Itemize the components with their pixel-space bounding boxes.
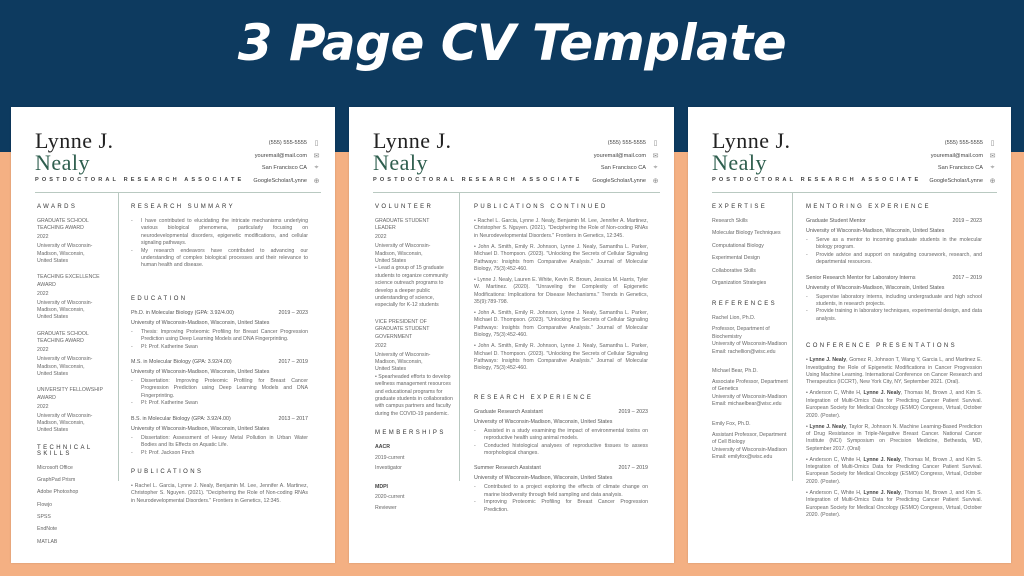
entry-bullet: - Dissertation: Assessment of Heavy Metal Pollution in Urban Water Bodies and Its Effects on Aquatic Life. xyxy=(131,435,308,450)
award-place-line: Madison, Wisconsin, xyxy=(37,363,85,370)
membership-period: 2020-current xyxy=(375,494,405,501)
location-pin-icon: ⌖ xyxy=(314,164,319,172)
contact-location: San Francisco CA ⌖ xyxy=(592,162,660,175)
expertise-item: Collaborative Skills xyxy=(712,267,756,274)
phone-icon: ▯ xyxy=(990,140,995,148)
award-place-line: University of Wisconsin- xyxy=(37,243,93,250)
job-title: POSTDOCTORAL RESEARCH ASSOCIATE xyxy=(373,177,583,183)
entry-bullet: - Improving Proteomic Profiling for Breast Cancer Progression Prediction. xyxy=(474,499,648,514)
job-title: POSTDOCTORAL RESEARCH ASSOCIATE xyxy=(35,177,245,183)
award-place-line: United States xyxy=(37,427,69,434)
entry-bullets xyxy=(806,294,982,324)
summary-list xyxy=(131,218,308,270)
award-place-line: United States xyxy=(375,258,407,265)
contact-email[interactable]: youremail@mail.com ✉ xyxy=(593,152,659,160)
skill-item: MATLAB xyxy=(37,538,58,545)
entry-organization: University of Wisconsin-Madison, Wisconsin, United States xyxy=(131,369,270,376)
left-column xyxy=(375,204,453,523)
envelope-icon: ✉ xyxy=(652,152,659,160)
phone-icon: ▯ xyxy=(314,140,319,148)
entry-bullet: - Provide training in laboratory techniques, experimental design, and data analysis. xyxy=(806,308,982,323)
contact-scholar[interactable]: GoogleScholar/Lynne ⊕ xyxy=(592,177,659,185)
entry-title: Ph.D. in Molecular Biology (GPA: 3.92/4.00) xyxy=(131,309,234,316)
cv-name xyxy=(712,128,791,175)
award-year: 2022 xyxy=(37,347,49,354)
award-place-line: United States xyxy=(37,314,69,321)
entry-bullet: - PI: Prof. Katherine Swan xyxy=(131,344,308,351)
award-item xyxy=(37,218,115,265)
entry-bullets xyxy=(131,329,308,351)
last-name: Nealy xyxy=(712,150,768,175)
globe-icon: ⊕ xyxy=(313,177,320,185)
section-title-references: REFERENCES xyxy=(712,301,778,308)
entry-bullets xyxy=(474,484,648,514)
expertise-item: Molecular Biology Techniques xyxy=(712,230,781,237)
entry-bullet: - Assisted in a study examining the impact of environmental toxins on reproductive health using animal models. xyxy=(474,428,648,443)
conference-details: , Thomas M, Brown J, and Kim S. Integration of Multi-Omics Data for Predicting Cancer Patient Survival. European Society for Medical Oncology (ESMO) Congress, Virtual, October 2020. (Poster). xyxy=(806,456,983,485)
award-place-line: Madison, Wisconsin, xyxy=(37,250,85,257)
cv-page-2 xyxy=(349,107,674,563)
experience-entry xyxy=(474,409,648,458)
right-column xyxy=(474,204,648,522)
last-name: Nealy xyxy=(373,150,429,175)
award-title-line: TEACHING AWARD xyxy=(37,338,84,345)
expertise-item: Organization Strategies xyxy=(712,280,767,287)
award-title-line: GOVERNMENT xyxy=(375,333,413,340)
right-column xyxy=(131,204,308,509)
contact-block xyxy=(592,137,660,187)
entry-bullets xyxy=(131,435,308,457)
entry-bullet: - PI: Prof. Jackson Finch xyxy=(131,450,308,457)
section-title-skills: TECHNICAL SKILLS xyxy=(37,444,93,457)
conference-details: , Gomez R, Johnson T, Wang Y, Garcia L, and Martinez E. Investigating the Role of Epigenetic Modifications in Cancer Progression Using Machine Learning. International Conference on Cancer Research and Therapeutics (ICCRT), New York City, NY, September 2021. (Oral). xyxy=(806,357,982,386)
award-title-line: TEACHING EXCELLENCE xyxy=(37,274,100,281)
conference-details: , Thomas M, Brown J, and Kim S. Integration of Multi-Omics Data for Predicting Cancer Patient Survival. European Society for Medical Oncology (ESMO) Congress, Virtual, October 2020. (Poster). xyxy=(806,390,983,419)
left-column xyxy=(712,204,790,473)
award-place-line: Madison, Wisconsin, xyxy=(37,419,85,426)
award-title-line: AWARD xyxy=(37,281,56,288)
education-entry xyxy=(131,416,308,457)
expertise-item: Computational Biology xyxy=(712,242,764,249)
experience-entry xyxy=(474,465,648,514)
contact-block xyxy=(253,137,321,187)
entry-years: 2017 – 2019 xyxy=(278,359,308,366)
award-title-line: AWARD xyxy=(37,394,56,401)
section-title-research-experience: RESEARCH EXPERIENCE xyxy=(474,394,594,401)
section-title-education: EDUCATION xyxy=(131,295,188,302)
skill-item: Adobe Photoshop xyxy=(37,489,79,496)
award-title-line: LEADER xyxy=(375,225,396,232)
expertise-item: Research Skills xyxy=(712,218,748,224)
conference-highlight-author: Lynne J. Nealy xyxy=(809,357,847,364)
reference-line: Professor, Department of Biochemistry xyxy=(712,326,770,340)
volunteer-description: • Spearheaded efforts to develop wellness management resources and educational programs for graduate students in collaboration with campus partners and faculty during the COVID-19 pandemic. xyxy=(375,373,453,417)
entry-header xyxy=(131,310,308,316)
entry-header xyxy=(131,416,308,422)
conference-item xyxy=(806,457,982,487)
entry-header xyxy=(131,359,308,365)
education-entry xyxy=(131,310,308,351)
conference-item xyxy=(806,390,982,420)
summary-bullet: - I have contributed to elucidating the intricate mechanisms underlying various biological phenomena, particularly focusing on neurodevelopmental disorders, epigenetic modifications, and cellular signaling pathways. xyxy=(131,218,308,248)
section-title-volunteer: VOLUNTEER xyxy=(375,204,434,210)
contact-phone: (555) 555-5555 ▯ xyxy=(253,137,321,150)
award-place-line: University of Wisconsin- xyxy=(37,412,93,419)
header-divider xyxy=(712,192,997,193)
entry-title: Graduate Research Assistant xyxy=(474,408,543,415)
entry-header xyxy=(806,275,982,281)
award-place-line: United States xyxy=(37,258,69,265)
mentoring-entry xyxy=(806,218,982,267)
conference-authors-pre: • xyxy=(806,357,810,364)
entry-years: 2017 – 2019 xyxy=(618,465,648,472)
section-title-conferences: CONFERENCE PRESENTATIONS xyxy=(806,343,958,350)
conference-highlight-author: Lynne J. Nealy xyxy=(863,456,901,463)
entry-title: M.S. in Molecular Biology (GPA: 3.92/4.00) xyxy=(131,359,232,366)
publication-item: • John A. Smith, Emily R. Johnson, Lynne J. Nealy, Samantha L. Parker, Michael D. Thompson. (2023). "Unlocking the Secrets of Cellular Signaling Pathways: Insights from Comparative Analysis." Journal of Molecular Biology, 75(3):452-460. xyxy=(474,309,648,339)
reference-email[interactable]: Email: emilyfox@wisc.edu xyxy=(712,453,773,460)
award-title-line: GRADUATE STUDENT xyxy=(375,218,430,224)
header-divider xyxy=(373,192,660,193)
entry-bullets xyxy=(474,428,648,458)
award-title-line: GRADUATE STUDENT xyxy=(375,326,430,333)
entry-bullet: - Dissertation: Improving Proteomic Profiling for Breast Cancer Progression Prediction using Deep Learning Models and DNA Fingerprinting. xyxy=(131,378,308,400)
cv-name xyxy=(35,128,114,175)
header-divider xyxy=(35,192,321,193)
left-column xyxy=(37,204,115,551)
entry-bullet: - Serve as a mentor to incoming graduate students in the molecular biology program. xyxy=(806,237,982,252)
award-title-line: TEACHING AWARD xyxy=(37,225,84,232)
entry-organization: University of Wisconsin-Madison, Wisconsin, United States xyxy=(131,425,270,432)
award-place-line: Madison, Wisconsin, xyxy=(375,358,423,365)
volunteer-description: • Lead a group of 15 graduate students to organize community science outreach programs to develop a deeper public understanding of science, especially for K-12 students xyxy=(375,265,449,309)
column-divider xyxy=(118,193,119,481)
contact-email[interactable]: youremail@mail.com ✉ xyxy=(254,152,320,160)
award-year: 2022 xyxy=(37,403,49,410)
conference-authors-pre: • Anderson C, White H, xyxy=(806,390,864,397)
skill-item: SPSS xyxy=(37,513,51,520)
contact-phone: (555) 555-5555 ▯ xyxy=(929,137,997,150)
entry-title: Graduate Student Mentor xyxy=(806,218,866,224)
award-title-line: VICE PRESIDENT OF xyxy=(375,318,427,325)
award-item xyxy=(37,387,115,434)
award-item xyxy=(37,274,115,321)
conference-highlight-author: Lynne J. Nealy xyxy=(809,423,847,430)
reference-email[interactable]: Email: michaelbear@wisc.edu xyxy=(712,401,782,408)
volunteer-item xyxy=(375,218,453,310)
cv-name xyxy=(373,128,452,175)
publication-item: • Rachel L. Garcia, Lynne J. Nealy, Benjamin M. Lee, Jennifer A. Martinez, Christopher S. Nguyen. (2021). "Deciphering the Role of Non-coding RNAs in Neurodevelopmental Disorders." Frontiers in Genetics, 12:345. xyxy=(131,482,308,504)
membership-item xyxy=(375,484,453,516)
entry-organization: University of Wisconsin-Madison, Wisconsin, United States xyxy=(131,319,270,326)
column-divider xyxy=(459,193,460,481)
membership-item xyxy=(375,444,453,476)
location-pin-icon: ⌖ xyxy=(990,164,995,172)
award-place-line: University of Wisconsin- xyxy=(375,351,431,358)
reference-item xyxy=(712,421,790,462)
cv-page-1 xyxy=(11,107,335,563)
entry-title: B.S. in Molecular Biology (GPA: 3.92/4.00) xyxy=(131,415,231,422)
award-place-line: University of Wisconsin- xyxy=(375,243,431,250)
section-title-memberships: MEMBERSHIPS xyxy=(375,430,446,437)
award-item xyxy=(37,331,115,378)
conference-item xyxy=(806,357,982,387)
membership-name: AACR xyxy=(375,444,390,451)
award-place-line: United States xyxy=(37,370,69,377)
column-divider xyxy=(792,193,793,481)
entry-header xyxy=(474,409,648,415)
skill-item: Flowjo xyxy=(37,501,52,508)
award-year: 2022 xyxy=(375,234,387,241)
entry-bullet: - Supervise laboratory interns, including undergraduate and high school students, in research projects. xyxy=(806,294,982,309)
entry-organization: University of Wisconsin-Madison, Wisconsin, United States xyxy=(474,418,613,425)
summary-bullet: - My research endeavors have contributed to advancing our understanding of complex biological processes and their relevance to human health and disease. xyxy=(131,248,308,270)
reference-name: Rachel Lion, Ph.D. xyxy=(712,315,756,322)
conference-authors-pre: • Anderson C, White H, xyxy=(806,489,864,496)
entry-years: 2019 – 2023 xyxy=(618,408,648,415)
entry-years: 2013 – 2017 xyxy=(278,415,308,422)
globe-icon: ⊕ xyxy=(652,177,659,185)
publication-item: • Lynne J. Nealy, Lauren E. White, Kevin R. Brown, Jessica M. Harris, Tyler W. Martinez. (2020). "Unraveling the Complexity of Epigenetic Modifications: Implications for Disease Mechanisms." Trends in Genetics, 35(9):789-798. xyxy=(474,276,648,306)
entry-bullet: - Contributed to a project exploring the effects of climate change on marine biodiversity through field sampling and data analysis. xyxy=(474,484,648,499)
phone-icon: ▯ xyxy=(653,140,658,148)
entry-organization: University of Wisconsin-Madison, Wisconsin, United States xyxy=(806,284,945,291)
entry-title: Senior Research Mentor for Laboratory Interns xyxy=(806,274,916,281)
reference-line: University of Wisconsin-Madison xyxy=(712,393,787,400)
contact-location: San Francisco CA ⌖ xyxy=(929,162,997,175)
reference-name: Emily Fox, Ph.D. xyxy=(712,420,751,427)
skill-item: GraphPad Prism xyxy=(37,477,76,484)
award-place-line: United States xyxy=(375,366,407,373)
right-column xyxy=(806,204,982,523)
mentoring-entry xyxy=(806,275,982,324)
reference-line: Associate Professor, Department of Genetics xyxy=(712,379,788,393)
contact-phone: (555) 555-5555 ▯ xyxy=(592,137,660,150)
award-year: 2022 xyxy=(37,234,49,241)
contact-location: San Francisco CA ⌖ xyxy=(253,162,321,175)
conference-item xyxy=(806,424,982,454)
entry-bullet: - Thesis: Improving Proteomic Profiling for Breast Cancer Progression Prediction using Deep Learning Models and DNA Fingerprinting. xyxy=(131,329,308,344)
conference-item xyxy=(806,490,982,520)
award-place-line: University of Wisconsin- xyxy=(37,356,93,363)
publication-item: • John A. Smith, Emily R. Johnson, Lynne J. Nealy, Samantha L. Parker, Michael D. Thompson. (2023). "Unlocking the Secrets of Cellular Signaling Pathways: Insights from Comparative Analysis." Journal of Molecular Biology, 75(3):452-460. xyxy=(474,243,648,272)
reference-item xyxy=(712,368,790,409)
award-place-line: Madison, Wisconsin, xyxy=(37,307,85,314)
entry-bullet: - PI: Prof. Katherine Swan xyxy=(131,400,308,407)
membership-period: 2019-current xyxy=(375,454,405,461)
entry-bullets xyxy=(806,237,982,267)
entry-title: Summer Research Assistant xyxy=(474,465,541,472)
conference-authors-pre: • Anderson C, White H, xyxy=(806,456,864,463)
entry-header xyxy=(474,465,648,471)
award-title-line: GRADUATE SCHOOL xyxy=(37,218,89,224)
award-year: 2022 xyxy=(37,290,49,297)
section-title-publications-continued: PUBLICATIONS CONTINUED xyxy=(474,204,608,210)
conference-details: , Thomas M, Brown J, and Kim S. Integration of Multi-Omics Data for Predicting Cancer Patient Survival. European Society for Medical Oncology (ESMO) Congress, Virtual, October 2020. (Poster). xyxy=(806,489,983,518)
skill-item: Microsoft Office xyxy=(37,464,73,471)
section-title-summary: RESEARCH SUMMARY xyxy=(131,204,235,210)
membership-name: MDPI xyxy=(375,483,388,490)
publication-item: • Rachel L. Garcia, Lynne J. Nealy, Benjamin M. Lee, Jennifer A. Martinez, Christopher S. Nguyen. (2021). "Deciphering the Role of Non-coding RNAs in Neurodevelopmental Disorders." Frontiers in Genetics, 12:345. xyxy=(474,218,648,239)
first-name: Lynne J. xyxy=(712,128,791,153)
education-entry xyxy=(131,359,308,408)
location-pin-icon: ⌖ xyxy=(653,164,658,172)
section-title-expertise: EXPERTISE xyxy=(712,204,768,210)
reference-item xyxy=(712,315,790,356)
reference-email[interactable]: Email: rachellion@wisc.edu xyxy=(712,348,776,355)
cv-page-3 xyxy=(688,107,1011,563)
job-title: POSTDOCTORAL RESEARCH ASSOCIATE xyxy=(712,177,922,183)
membership-role: Reviewer xyxy=(375,504,397,511)
reference-line: University of Wisconsin-Madison xyxy=(712,446,787,453)
entry-header xyxy=(806,218,982,224)
award-title-line: GRADUATE SCHOOL xyxy=(37,330,89,337)
conference-highlight-author: Lynne J. Nealy xyxy=(863,390,901,397)
section-title-mentoring: MENTORING EXPERIENCE xyxy=(806,204,931,210)
contact-block xyxy=(929,137,997,187)
entry-bullets xyxy=(131,378,308,408)
entry-organization: University of Wisconsin-Madison, Wisconsin, United States xyxy=(474,475,613,482)
contact-scholar[interactable]: GoogleScholar/Lynne ⊕ xyxy=(929,177,996,185)
contact-scholar[interactable]: GoogleScholar/Lynne ⊕ xyxy=(253,177,320,185)
membership-role: Investigator xyxy=(375,465,402,472)
conference-details: , Taylor R, Johnson N. Machine Learning-Based Prediction of Drug Resistance in Triple-Negative Breast Cancer. National Cancer Institute (NCI) Symposium on Precision Medicine, Bethesda, MD, September 2017. (Oral) xyxy=(806,423,982,452)
section-title-publications: PUBLICATIONS xyxy=(131,468,204,475)
entry-bullet: - Provide advice and support on navigating coursework, research, and departmental resources. xyxy=(806,252,982,267)
award-year: 2022 xyxy=(375,342,387,349)
skill-item: EndNote xyxy=(37,526,58,533)
section-title-awards: AWARDS xyxy=(37,204,78,210)
reference-name: Michael Bear, Ph.D. xyxy=(712,368,758,375)
banner-title: 3 Page CV Template xyxy=(237,14,787,72)
first-name: Lynne J. xyxy=(35,128,114,153)
envelope-icon: ✉ xyxy=(989,152,996,160)
contact-email[interactable]: youremail@mail.com ✉ xyxy=(930,152,996,160)
entry-bullet: - Conducted histological analyses of reproductive tissues to assess morphological changes. xyxy=(474,443,648,458)
award-title-line: UNIVERSITY FELLOWSHIP xyxy=(37,387,103,394)
award-place-line: Madison, Wisconsin, xyxy=(375,250,423,257)
conference-authors-pre: • xyxy=(806,423,810,430)
reference-line: University of Wisconsin-Madison xyxy=(712,341,787,348)
globe-icon: ⊕ xyxy=(989,177,996,185)
volunteer-item xyxy=(375,319,453,418)
entry-years: 2019 – 2023 xyxy=(952,218,982,224)
entry-years: 2017 – 2019 xyxy=(952,274,982,281)
last-name: Nealy xyxy=(35,150,91,175)
first-name: Lynne J. xyxy=(373,128,452,153)
entry-years: 2019 – 2023 xyxy=(278,309,308,316)
reference-line: Assistant Professor, Department of Cell Biology xyxy=(712,431,787,446)
conference-highlight-author: Lynne J. Nealy xyxy=(863,489,901,496)
entry-organization: University of Wisconsin-Madison, Wisconsin, United States xyxy=(806,228,945,234)
award-place-line: University of Wisconsin- xyxy=(37,299,93,306)
expertise-item: Experimental Design xyxy=(712,255,760,262)
publication-item: • John A. Smith, Emily R. Johnson, Lynne J. Nealy, Samantha L. Parker, Michael D. Thompson. (2023). "Unlocking the Secrets of Cellular Signaling Pathways: Insights from Comparative Analysis." Journal of Molecular Biology, 75(3):452-460. xyxy=(474,343,648,372)
envelope-icon: ✉ xyxy=(313,152,320,160)
